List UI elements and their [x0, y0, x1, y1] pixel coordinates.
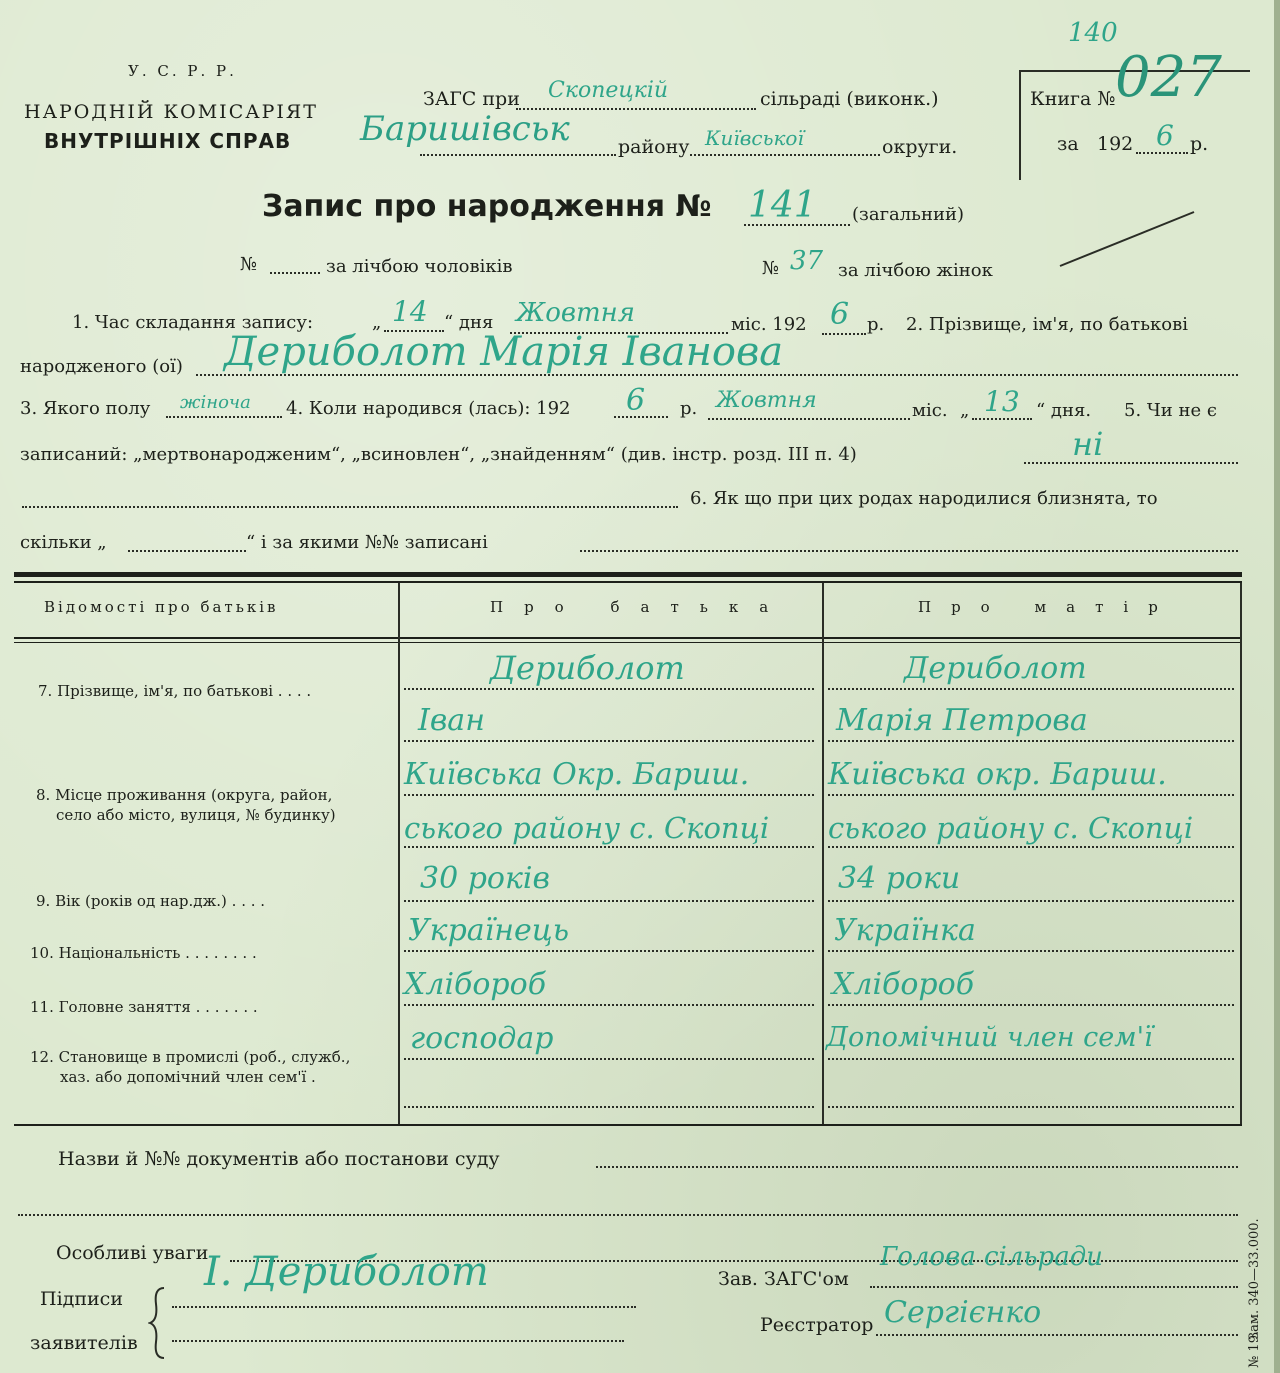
- sex-value: жіноча: [180, 392, 251, 413]
- column-divider-1: [398, 583, 400, 1126]
- birth-month-label: міс.: [912, 400, 948, 421]
- birth-year-suffix: р.: [680, 398, 698, 419]
- header-mother: Про матір: [918, 598, 1178, 616]
- year-line: [822, 333, 866, 335]
- header-father: Про батька: [490, 598, 790, 616]
- father-surname: Дериболот: [490, 649, 685, 687]
- table-top-rule-thin: [14, 581, 1242, 583]
- zags-head-line: [870, 1286, 1238, 1288]
- month-label: міс. 192: [731, 314, 807, 335]
- signatures-label: Підписи: [40, 1288, 123, 1310]
- silrada-label: сільраді (виконк.): [760, 88, 939, 110]
- book-year-line: [1136, 152, 1188, 154]
- commissariat-line-2: ВНУТРІШНІХ СПРАВ: [44, 129, 292, 153]
- row-label-status: 12. Становище в промислі (роб., служб.,: [30, 1048, 351, 1066]
- okruga-value: Київської: [705, 126, 804, 150]
- birth-day-line: [972, 418, 1032, 420]
- twins-records-line: [580, 550, 1238, 552]
- father-nationality: Українець: [408, 913, 570, 948]
- birth-day-value: 13: [984, 385, 1020, 418]
- birth-year-value: 6: [626, 383, 646, 418]
- general-label: (загальний): [852, 204, 964, 225]
- page-edge: [1274, 0, 1280, 1373]
- mother-surname: Дериболот: [904, 651, 1087, 686]
- mother-row-line-7: [828, 1004, 1234, 1006]
- men-no-sign: №: [240, 254, 258, 275]
- day-label: “ дня: [444, 312, 494, 333]
- zags-head-signature: Голова сільради: [880, 1242, 1103, 1272]
- applicant-signature: І. Дериболот: [204, 1249, 489, 1295]
- printer-imprint: Зам. 340—33.000.: [1247, 1218, 1262, 1340]
- book-year-suffix: р.: [1190, 133, 1209, 155]
- applicant-signature-line-2: [172, 1340, 624, 1342]
- signature-brace: [148, 1286, 168, 1360]
- mother-first-name: Марія Петрова: [836, 703, 1088, 738]
- twins-records-label: “ і за якими №№ записані: [246, 532, 488, 553]
- men-no-line: [270, 272, 320, 274]
- father-row-line-7: [404, 1004, 814, 1006]
- month-value: Жовтня: [516, 298, 635, 328]
- zags-head-label: Зав. ЗАГС'ом: [718, 1268, 849, 1290]
- father-row-line-2: [404, 740, 814, 742]
- father-residence-1: Київська Окр. Бариш.: [404, 757, 750, 792]
- newborn-label: народженого (ої): [20, 356, 183, 377]
- mother-status: Допомічний член сем'ї: [826, 1022, 1153, 1053]
- table-header-rule: [14, 637, 1242, 639]
- women-label: за лічбою жінок: [838, 260, 993, 281]
- recorded-as-line: [1024, 462, 1238, 464]
- column-divider-3: [1240, 583, 1242, 1126]
- row-label-status-2: хаз. або допомічний член сем'ї .: [60, 1068, 316, 1086]
- mother-row-line-5: [828, 900, 1234, 902]
- mother-row-line-3: [828, 794, 1234, 796]
- birth-month-value: Жовтня: [716, 388, 817, 413]
- sex-label: 3. Якого полу: [20, 398, 151, 419]
- row-label-age: 9. Вік (років од нар.дж.) . . . .: [36, 892, 266, 910]
- recorded-as-value: ні: [1072, 425, 1104, 463]
- book-year-value: 6: [1156, 119, 1174, 152]
- rayon-value: Баришівськ: [360, 109, 570, 149]
- applicants-label: заявителів: [30, 1332, 138, 1354]
- father-row-line-3: [404, 794, 814, 796]
- mother-row-line-8: [828, 1058, 1234, 1060]
- women-no-value: 37: [790, 246, 824, 276]
- men-label: за лічбою чоловіків: [326, 256, 513, 277]
- mother-nationality: Українка: [834, 913, 976, 948]
- column-divider-2: [822, 583, 824, 1126]
- header-parents-info: Відомості про батьків: [44, 598, 279, 616]
- special-notes-label: Особливі уваги: [56, 1242, 209, 1264]
- pen-stroke-mark: [1058, 206, 1198, 270]
- rayon-line: [420, 154, 616, 156]
- mother-row-line-1: [828, 688, 1234, 690]
- page-number: 140: [1068, 18, 1118, 48]
- zags-label: ЗАГС при: [423, 88, 520, 110]
- mother-row-line-9: [828, 1106, 1234, 1108]
- documents-line-2: [18, 1214, 1238, 1216]
- table-bottom-rule: [14, 1124, 1242, 1126]
- record-time-label: 1. Час складання запису:: [72, 312, 314, 333]
- twins-count-label: скільки „: [20, 532, 107, 553]
- table-header-rule-thin: [14, 642, 1242, 643]
- documents-label: Назви й №№ документів або постанови суду: [58, 1148, 500, 1170]
- birth-month-line: [708, 418, 910, 420]
- name-question: 2. Прізвище, ім'я, по батькові: [906, 314, 1189, 335]
- twins-count-line: [128, 550, 246, 552]
- registrar-label: Реєстратор: [760, 1314, 874, 1336]
- mother-occupation: Хлібороб: [832, 967, 975, 1002]
- father-status: господар: [410, 1021, 554, 1056]
- twins-question: 6. Як що при цих родах народилися близнята, то: [690, 488, 1158, 509]
- child-name-value: Дериболот Марія Іванова: [224, 329, 784, 375]
- row-label-occupation: 11. Головне заняття . . . . . . .: [30, 998, 258, 1016]
- year-label: р.: [867, 314, 885, 335]
- book-label: Книга №: [1030, 88, 1116, 110]
- father-age: 30 років: [420, 861, 550, 896]
- commissariat-line-1: НАРОДНІЙ КОМІСАРІЯТ: [24, 101, 318, 123]
- row-label-nationality: 10. Національність . . . . . . . .: [30, 944, 257, 962]
- okruga-label: округи.: [882, 136, 958, 158]
- documents-line: [596, 1166, 1238, 1168]
- birth-day-label: “ дня.: [1036, 400, 1092, 421]
- form-number: № 19.: [1247, 1330, 1262, 1368]
- father-row-line-1: [404, 688, 814, 690]
- recorded-as-label: записаний: „мертвонародженим“, „всиновлен“, „знайденням“ (див. інстр. розд. III п. 4): [20, 444, 857, 465]
- day-value: 14: [392, 295, 428, 328]
- okruga-line: [690, 154, 880, 156]
- book-year-for: за: [1057, 133, 1079, 155]
- record-number: 141: [748, 185, 817, 226]
- row-label-residence-2: село або місто, вулиця, № будинку): [56, 806, 336, 824]
- registrar-signature: Сергієнко: [884, 1295, 1042, 1330]
- mother-row-line-4: [828, 846, 1234, 848]
- women-no-sign: №: [762, 258, 780, 279]
- sex-line: [166, 416, 282, 418]
- year-value: 6: [830, 297, 850, 332]
- father-row-line-6: [404, 950, 814, 952]
- continuation-line: [22, 506, 678, 508]
- birth-day-quote-open: „: [960, 400, 970, 421]
- book-year-prefix: 192: [1097, 133, 1134, 155]
- father-row-line-4: [404, 846, 814, 848]
- father-row-line-8: [404, 1058, 814, 1060]
- father-first-name: Іван: [418, 703, 485, 738]
- father-occupation: Хлібороб: [404, 967, 547, 1002]
- row-label-residence: 8. Місце проживання (округа, район,: [36, 786, 333, 804]
- registrar-line: [876, 1334, 1238, 1336]
- mother-row-line-2: [828, 740, 1234, 742]
- birth-date-label: 4. Коли народився (лась): 192: [286, 398, 571, 419]
- row-label-name: 7. Прізвище, ім'я, по батькові . . . .: [38, 682, 312, 700]
- mother-residence-2: ського району с. Скопці: [828, 811, 1194, 845]
- silrada-value: Скопецкій: [548, 78, 669, 103]
- father-row-line-9: [404, 1106, 814, 1108]
- table-top-rule: [14, 572, 1242, 577]
- mother-row-line-6: [828, 950, 1234, 952]
- father-residence-2: ського району с. Скопці: [404, 811, 770, 845]
- rayon-label: району: [618, 136, 690, 158]
- mother-age: 34 роки: [838, 861, 961, 896]
- mother-residence-1: Київська окр. Бариш.: [828, 757, 1167, 792]
- father-row-line-5: [404, 900, 814, 902]
- record-title: Запис про народження №: [262, 189, 712, 224]
- not-recorded-question: 5. Чи не є: [1124, 400, 1217, 421]
- ussr-caption: У. С. Р. Р.: [128, 62, 237, 80]
- applicant-signature-line-1: [172, 1306, 636, 1308]
- day-quote-open: „: [372, 312, 382, 333]
- book-number: 027: [1115, 45, 1222, 110]
